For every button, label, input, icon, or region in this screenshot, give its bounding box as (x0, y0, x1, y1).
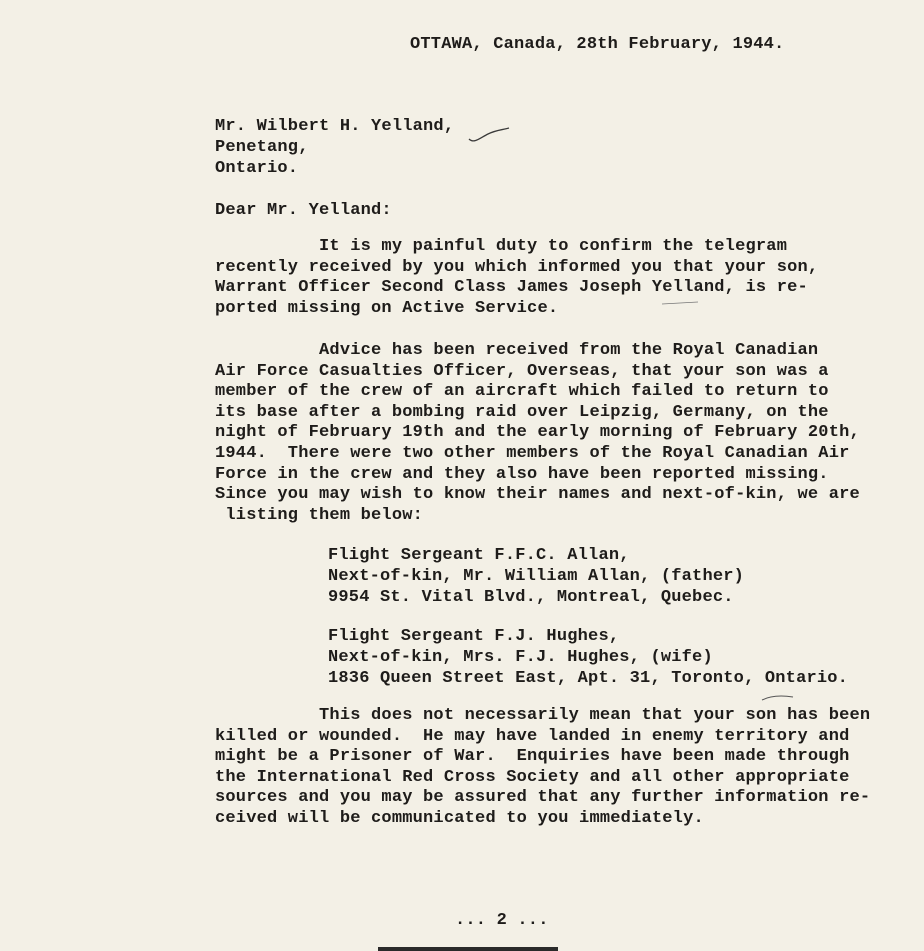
paragraph-line: Advice has been received from the Royal Canadian (215, 341, 819, 360)
dateline: OTTAWA, Canada, 28th February, 1944. (410, 35, 785, 54)
paragraph-line: Force in the crew and they also have been reported missing. (215, 464, 829, 484)
crew-next-of-kin: Next-of-kin, Mrs. F.J. Hughes, (wife) (328, 648, 713, 667)
paragraph-line: ceived will be communicated to you immediately. (215, 808, 704, 828)
paragraph-advice (215, 341, 875, 526)
paragraph-line: It is my painful duty to confirm the telegram (215, 237, 788, 256)
page-marker: ... 2 ... (455, 911, 549, 930)
handwritten-tick-mark (466, 124, 512, 144)
paragraph-line: the International Red Cross Society and all other appropriate (215, 767, 850, 787)
crew-next-of-kin: Next-of-kin, Mr. William Allan, (father) (328, 567, 745, 586)
crew-member-hughes (328, 626, 848, 689)
crew-name: Flight Sergeant F.F.C. Allan, (328, 546, 630, 565)
address-line-province: Ontario. (215, 159, 299, 178)
bottom-edge-bar (378, 947, 558, 951)
paragraph-line: its base after a bombing raid over Leipzig, Germany, on the (215, 402, 829, 422)
paragraph-line: recently received by you which informed you that your son, (215, 257, 819, 277)
crew-member-allan (328, 545, 744, 608)
address-line-town: Penetang, (215, 138, 309, 157)
paragraph-assurance (215, 706, 875, 830)
paragraph-line: listing them below: (215, 505, 424, 525)
paragraph-line: Air Force Casualties Officer, Overseas, that your son was a (215, 361, 829, 381)
salutation: Dear Mr. Yelland: (215, 201, 392, 220)
crew-address: 9954 St. Vital Blvd., Montreal, Quebec. (328, 588, 734, 607)
address-line-name: Mr. Wilbert H. Yelland, (215, 117, 455, 136)
crew-name: Flight Sergeant F.J. Hughes, (328, 627, 620, 646)
crew-address: 1836 Queen Street East, Apt. 31, Toronto, Ontario. (328, 669, 849, 688)
paragraph-line: member of the crew of an aircraft which failed to return to (215, 382, 829, 402)
paragraph-confirmation (215, 237, 875, 319)
paragraph-line: ported missing on Active Service. (215, 298, 559, 318)
paragraph-line: Warrant Officer Second Class James Joseph Yelland, is re- (215, 278, 808, 298)
paragraph-line: Since you may wish to know their names and next-of-kin, we are (215, 485, 860, 505)
paragraph-line: This does not necessarily mean that your son has been (215, 706, 871, 725)
paragraph-line: night of February 19th and the early morning of February 20th, (215, 423, 860, 443)
paragraph-line: 1944. There were two other members of the Royal Canadian Air (215, 443, 850, 463)
pencil-mark (760, 692, 796, 704)
paragraph-line: killed or wounded. He may have landed in enemy territory and (215, 726, 850, 746)
paragraph-line: might be a Prisoner of War. Enquiries have been made through (215, 747, 850, 767)
paragraph-line: sources and you may be assured that any further information re- (215, 788, 871, 808)
